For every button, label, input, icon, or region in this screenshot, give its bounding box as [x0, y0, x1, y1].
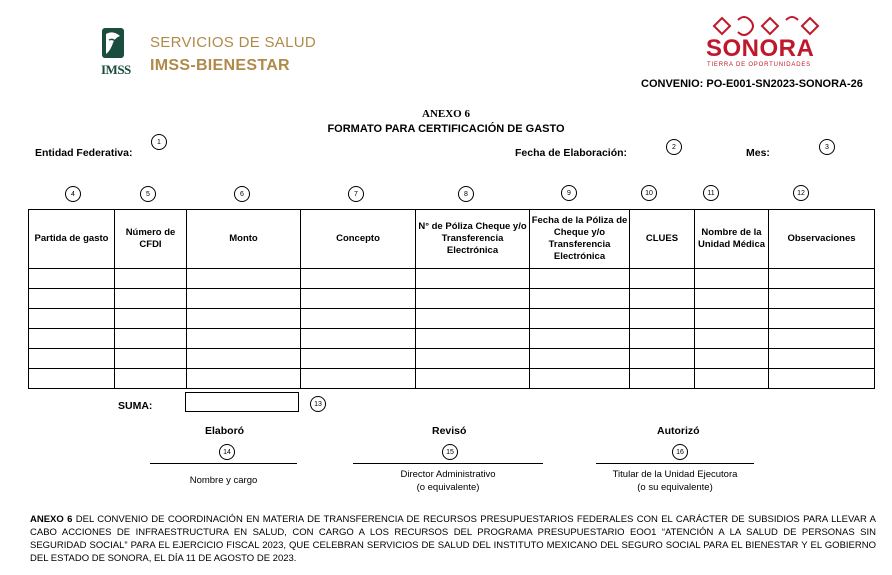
col-concepto: Concepto [301, 210, 416, 269]
footer-lead: ANEXO 6 [30, 514, 73, 525]
footer-body: DEL CONVENIO DE COORDINACIÓN EN MATERIA DE TRANSFERENCIA DE RECURSOS PRESUPUESTARIOS FEDERALES CON EL CARÁCTER DE SUBSIDIOS PARA LLEVAR A CABO ACCIONES DE INFRAESTRUCTURA EN SALUD, CON CARGO A LOS RECURSOS DEL PROGRAMA PRESUPUESTARIO EOO1 “ATENCIÓN A LA SALUD DE PERSONAS SIN SEGURIDAD SOCIAL” PARA EL EJERCICIO FISCAL 2023, QUE CELEBRAN SERVICIOS DE SALUD DEL INSTITUTO MEXICANO DEL SEGURO SOCIAL PARA EL BIENESTAR Y EL GOBIERNO DEL ESTADO DE SONORA, EL DÍA 11 DE AGOSTO DE 2023. [30, 514, 876, 564]
table-row [29, 289, 875, 309]
marker-12: 12 [793, 185, 809, 201]
marker-15: 15 [442, 444, 458, 460]
elaboro-signature-line [150, 463, 297, 464]
footer-legal-text [30, 513, 876, 565]
marker-14: 14 [219, 444, 235, 460]
form-title: FORMATO PARA CERTIFICACIÓN DE GASTO [327, 123, 565, 135]
autorizo-signature-line [596, 463, 754, 464]
col-observaciones: Observaciones [769, 210, 875, 269]
expense-table [28, 209, 875, 389]
marker-6: 6 [234, 186, 250, 202]
autorizo-caption-1: Titular de la Unidad Ejecutora [612, 469, 738, 480]
table-row [29, 329, 875, 349]
reviso-signature-line [353, 463, 543, 464]
suma-field[interactable] [185, 392, 299, 412]
marker-4: 4 [65, 186, 81, 202]
table-row [29, 369, 875, 389]
marker-1: 1 [151, 134, 167, 150]
sonora-logo-title: SONORA [706, 35, 815, 62]
mes-label: Mes: [746, 147, 770, 159]
imss-acronym: IMSS [101, 62, 131, 77]
elaboro-caption: Nombre y cargo [189, 475, 258, 486]
reviso-caption [353, 468, 543, 494]
marker-7: 7 [348, 186, 364, 202]
table-row [29, 269, 875, 289]
table-row [29, 309, 875, 329]
col-clues: CLUES [630, 210, 695, 269]
reviso-heading: Revisó [432, 425, 467, 437]
convenio-code: CONVENIO: PO-E001-SN2023-SONORA-26 [641, 78, 863, 90]
marker-10: 10 [641, 185, 657, 201]
table-body [29, 269, 875, 389]
marker-8: 8 [458, 186, 474, 202]
col-monto: Monto [187, 210, 301, 269]
org-name-line1: SERVICIOS DE SALUD [150, 34, 317, 51]
marker-2: 2 [666, 139, 682, 155]
autorizo-heading: Autorizó [657, 425, 700, 437]
reviso-caption-1: Director Administrativo [400, 469, 496, 480]
reviso-caption-2: (o equivalente) [416, 482, 480, 493]
fecha-label: Fecha de Elaboración: [515, 147, 628, 159]
marker-11: 11 [703, 185, 719, 201]
col-poliza-cheque: N° de Póliza Cheque y/o Transferencia Electrónica [416, 210, 530, 269]
col-unidad-medica: Nombre de la Unidad Médica [695, 210, 769, 269]
sonora-logo-subtitle: TIERRA DE OPORTUNIDADES [707, 62, 811, 68]
table-row [29, 349, 875, 369]
autorizo-caption-2: (o su equivalente) [637, 482, 713, 493]
autorizo-caption [576, 468, 774, 494]
elaboro-heading: Elaboró [205, 425, 245, 437]
col-fecha-poliza: Fecha de la Póliza de Cheque y/o Transferencia Electrónica [530, 210, 630, 269]
annex-title: ANEXO 6 [422, 108, 470, 120]
marker-3: 3 [819, 139, 835, 155]
col-numero-cfdi: Número de CFDI [115, 210, 187, 269]
marker-9: 9 [561, 185, 577, 201]
marker-16: 16 [672, 444, 688, 460]
marker-5: 5 [140, 186, 156, 202]
org-name-line2: IMSS-BIENESTAR [150, 57, 290, 74]
suma-label: SUMA: [118, 400, 153, 412]
marker-13: 13 [310, 396, 326, 412]
entidad-label: Entidad Federativa: [35, 147, 133, 159]
col-partida-gasto: Partida de gasto [29, 210, 115, 269]
